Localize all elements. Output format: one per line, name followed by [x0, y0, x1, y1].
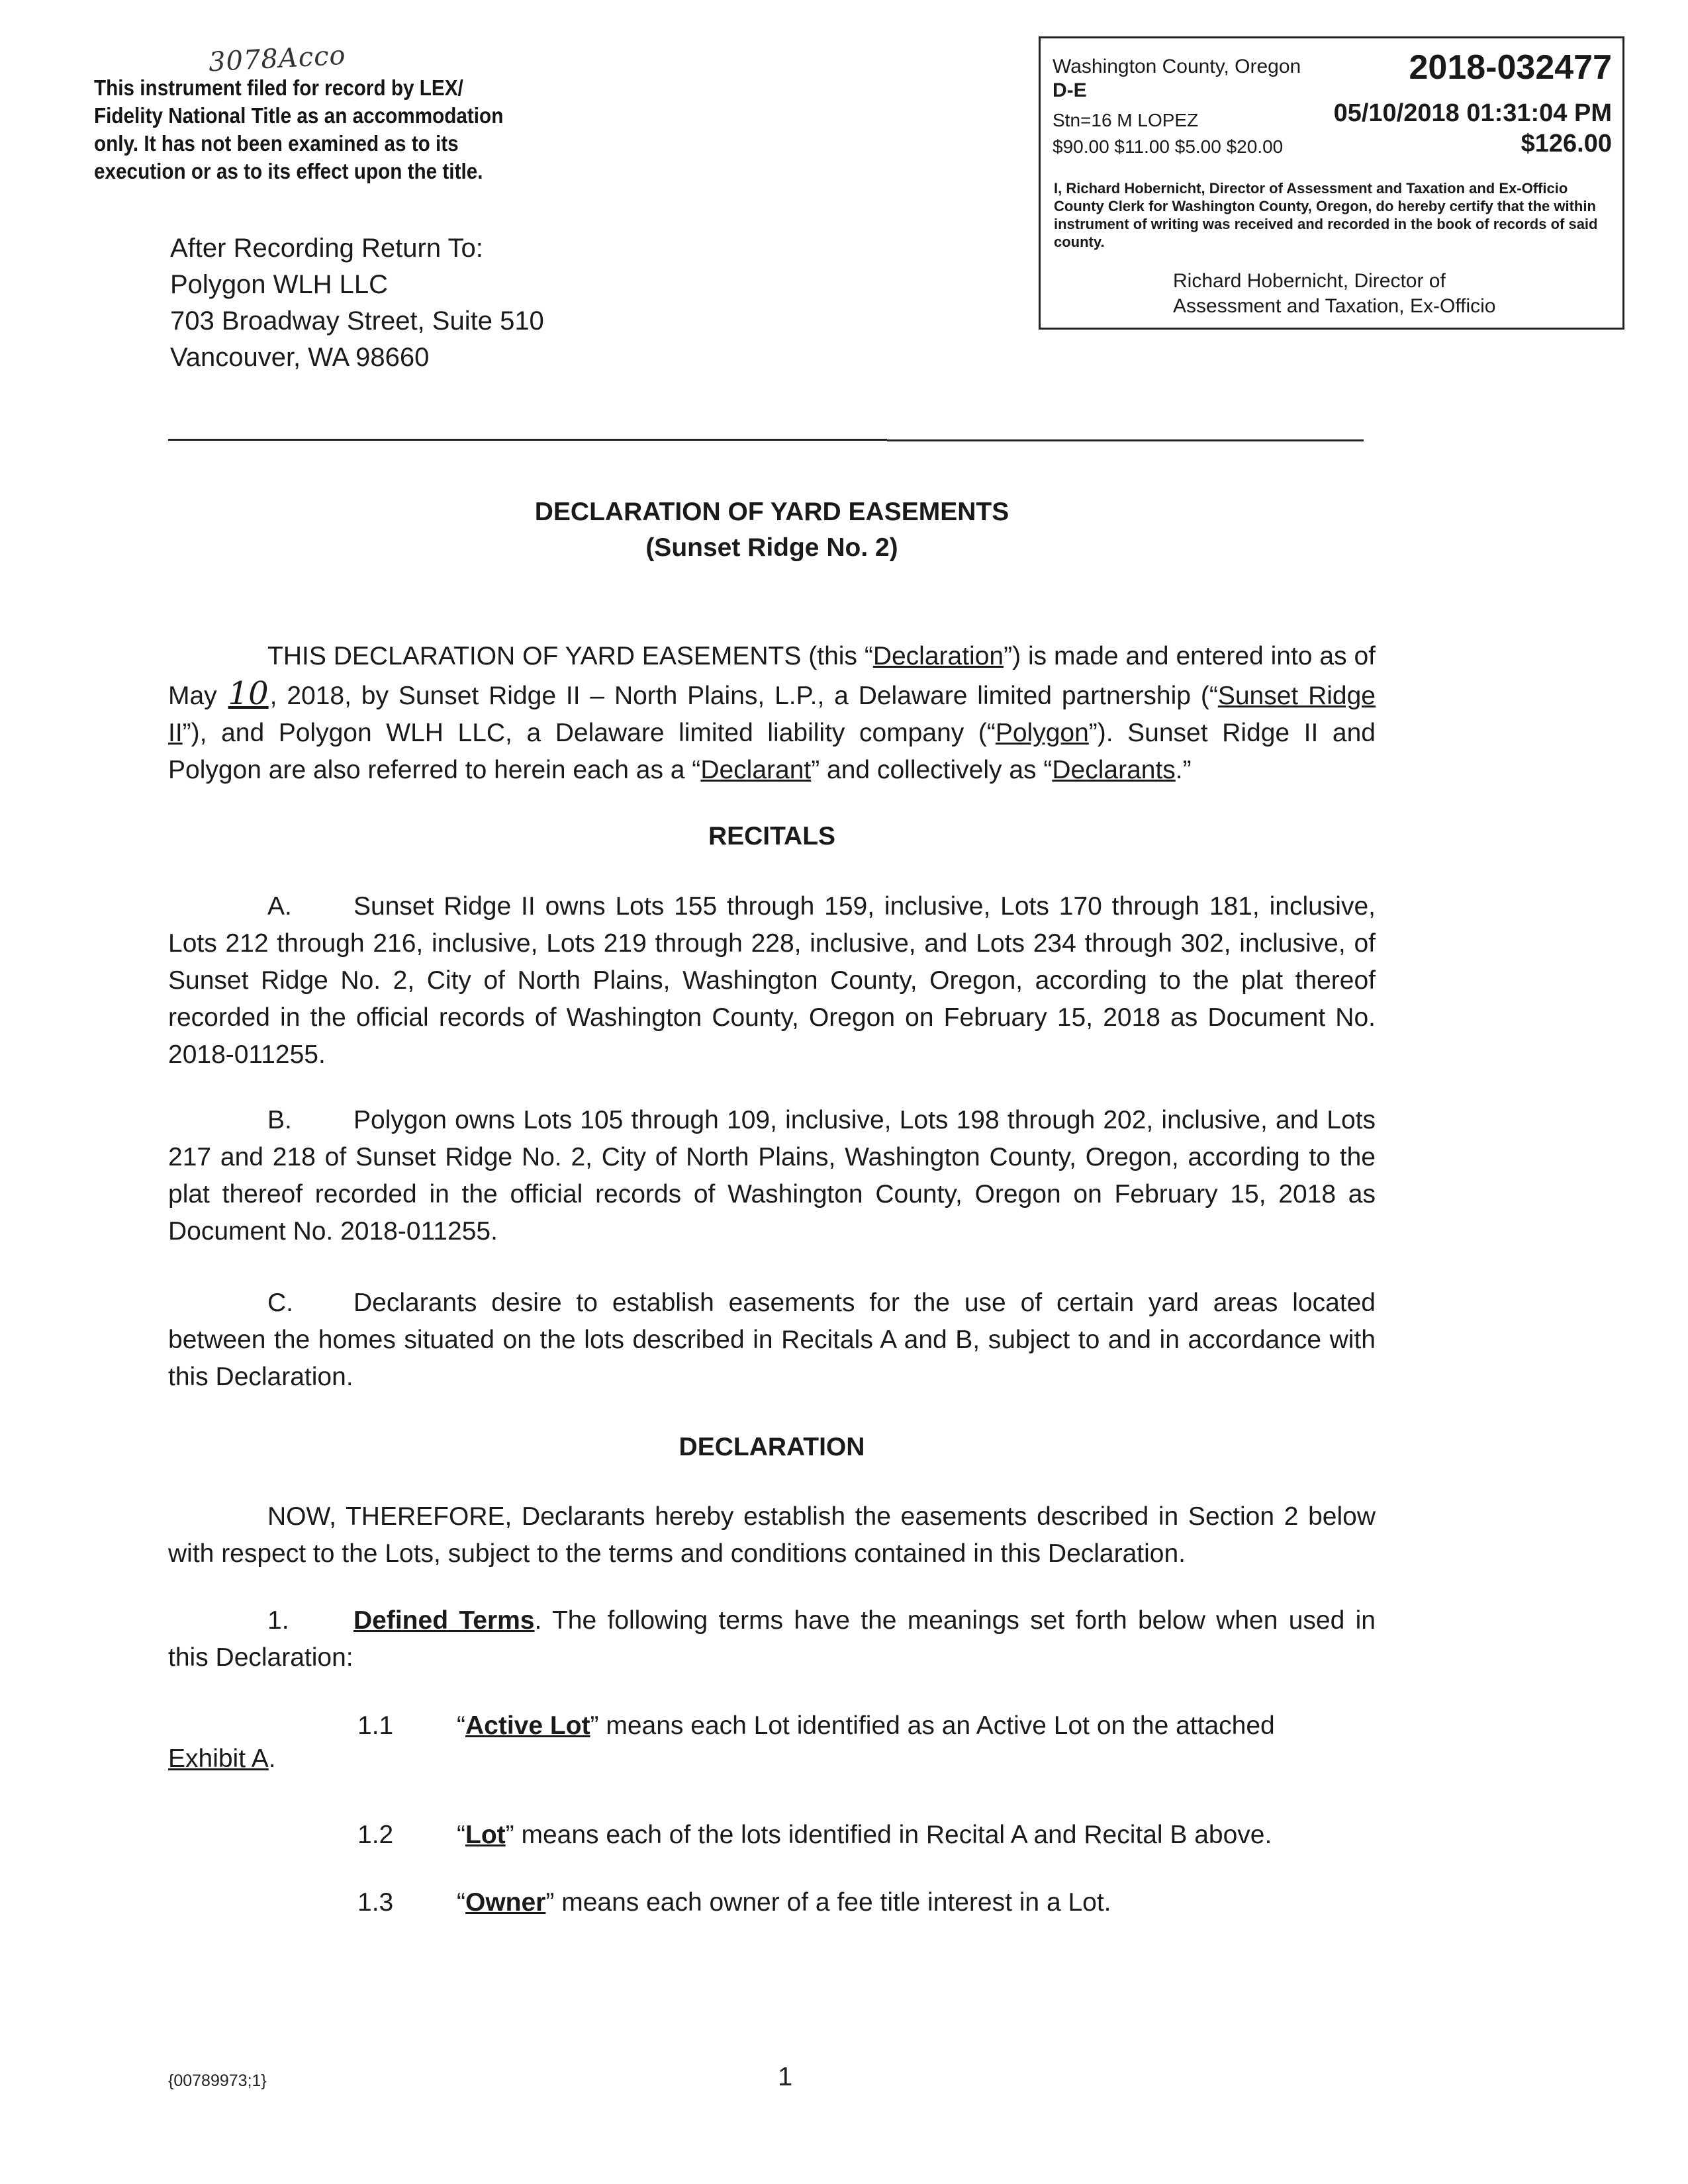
intro-text: THIS DECLARATION OF YARD EASEMENTS (this “ — [267, 642, 873, 670]
document-subtitle: (Sunset Ridge No. 2) — [645, 533, 898, 562]
definition-number: 1.3 — [357, 1888, 394, 1917]
return-city: Vancouver, WA 98660 — [170, 343, 430, 372]
intro-text: ”). Sunset Ridge II and Polygon are also referred to herein each as a “ — [168, 719, 1376, 784]
recital-b — [168, 1102, 1376, 1250]
defined-term-sunset-ridge-ii: Sunset Ridge II — [168, 682, 1376, 747]
defined-term-declarant: Declarant — [700, 756, 812, 784]
definition-number: 1.1 — [357, 1711, 394, 1740]
recording-certification: I, Richard Hobernicht, Director of Assessment and Taxation and Ex-Officio County Clerk for Washington County, Oregon, do hereby certify that the within instrument of writing was received and recorded in the book of records of said county. — [1054, 180, 1598, 250]
return-heading: After Recording Return To: — [170, 234, 483, 263]
definition-term: Owner — [465, 1888, 546, 1917]
return-address-block — [170, 230, 544, 376]
recital-label: A. — [267, 892, 292, 921]
stamp-line: only. It has not been examined as to its — [94, 131, 459, 156]
defined-term-declaration: Declaration — [872, 642, 1004, 670]
recording-document-number: 2018-032477 — [1409, 48, 1612, 87]
definition-text: means each owner of a fee title interest in a Lot. — [554, 1888, 1111, 1917]
definition-text: means each Lot identified as an Active Lot on the attached — [598, 1711, 1275, 1740]
recording-document-type: D-E — [1053, 79, 1087, 101]
recital-a — [168, 888, 1376, 1073]
recording-fees: $90.00 $11.00 $5.00 $20.00 — [1053, 136, 1284, 157]
section-1-defined-terms — [168, 1602, 1376, 1676]
section-heading-declaration: DECLARATION — [679, 1433, 865, 1461]
recital-text: Polygon owns Lots 105 through 109, inclusive, Lots 198 through 202, inclusive, and Lots 217 and 218 of Sunset Ridge No. 2, City of North Plains, Washington County, Oregon, according to the plat thereof recorded in the official records of Washington County, Oregon on February 15, 2018 as Document No. 2018-011255. — [168, 1106, 1376, 1246]
recording-station: Stn=16 M LOPEZ — [1053, 110, 1199, 130]
stamp-line: This instrument filed for record by LEX/ — [94, 75, 463, 100]
intro-text: , 2018, by Sunset Ridge II – North Plains, L.P., a Delaware limited partnership (“ — [269, 682, 1218, 710]
footer-document-id: {00789973;1} — [168, 2071, 267, 2090]
exhibit-link: Exhibit A — [168, 1745, 269, 1773]
document-title: DECLARATION OF YARD EASEMENTS — [534, 498, 1009, 526]
handwritten-day: 10 — [228, 675, 269, 712]
intro-text: ” and collectively as “ — [811, 756, 1053, 784]
recording-datetime: 05/10/2018 01:31:04 PM — [1333, 99, 1612, 127]
page-number: 1 — [778, 2062, 793, 2091]
section-heading: Defined Terms — [353, 1606, 535, 1635]
recital-text: Sunset Ridge II owns Lots 155 through 159, inclusive, Lots 170 through 181, inclusive, Lots 212 through 216, inclusive, Lots 219 through 228, inclusive, and Lots 234 through 302, inclusive, of Sunset Ridge No. 2, City of North Plains, Washington County, Oregon, according to the plat thereof recorded in the official records of Washington County, Oregon on February 15, 2018 as Document No. 2018-011255. — [168, 892, 1376, 1069]
definition-term: Lot — [465, 1821, 506, 1849]
recording-total: $126.00 — [1521, 130, 1612, 158]
now-therefore-paragraph: NOW, THEREFORE, Declarants hereby establish the easements described in Section 2 below with respect to the Lots, subject to the terms and conditions contained in this Declaration. — [168, 1502, 1376, 1568]
section-text: . The following terms have the meanings set forth below when used in this Declaration: — [168, 1606, 1376, 1672]
divider-line — [168, 439, 887, 441]
recording-county: Washington County, Oregon — [1053, 56, 1301, 77]
definition-owner: 1.3 “Owner” means each owner of a fee title interest in a Lot. — [357, 1884, 1376, 1921]
recording-info-box — [1039, 36, 1624, 330]
intro-paragraph — [168, 638, 1376, 789]
recording-signer-line: Assessment and Taxation, Ex-Officio — [1173, 295, 1496, 317]
intro-text: ”) is made and entered into as of May — [168, 642, 1376, 710]
recital-label: C. — [267, 1289, 293, 1317]
section-number: 1. — [267, 1606, 289, 1635]
exhibit-a-reference: Exhibit A. — [168, 1745, 276, 1773]
section-heading-recitals: RECITALS — [708, 822, 836, 850]
stamp-line: Fidelity National Title as an accommodation — [94, 103, 504, 128]
definition-lot: 1.2 “Lot” means each of the lots identified in Recital A and Recital B above. — [357, 1817, 1376, 1854]
definition-active-lot: 1.1 “Active Lot” means each Lot identified as an Active Lot on the attached — [357, 1707, 1376, 1745]
recital-text: Declarants desire to establish easements for the use of certain yard areas located between the homes situated on the lots described in Recitals A and B, subject to and in accordance with this Declaration. — [168, 1289, 1376, 1391]
return-name: Polygon WLH LLC — [170, 270, 389, 299]
divider-line — [887, 439, 1364, 441]
accommodation-stamp — [94, 74, 504, 185]
intro-text: .” — [1175, 756, 1192, 784]
recital-label: B. — [267, 1106, 292, 1134]
recital-c — [168, 1285, 1376, 1396]
definition-number: 1.2 — [357, 1821, 394, 1849]
defined-term-declarants: Declarants — [1052, 756, 1176, 784]
recording-signer-line: Richard Hobernicht, Director of — [1173, 270, 1446, 292]
intro-text: ”), and Polygon WLH LLC, a Delaware limited liability company (“ — [182, 719, 996, 747]
stamp-line: execution or as to its effect upon the title. — [94, 159, 483, 183]
handwritten-order-number: 3078Acco — [207, 40, 347, 78]
definition-term: Active Lot — [465, 1711, 590, 1740]
defined-term-polygon: Polygon — [995, 719, 1089, 747]
definition-text: means each of the lots identified in Recital A and Recital B above. — [514, 1821, 1272, 1849]
return-street: 703 Broadway Street, Suite 510 — [170, 306, 544, 336]
